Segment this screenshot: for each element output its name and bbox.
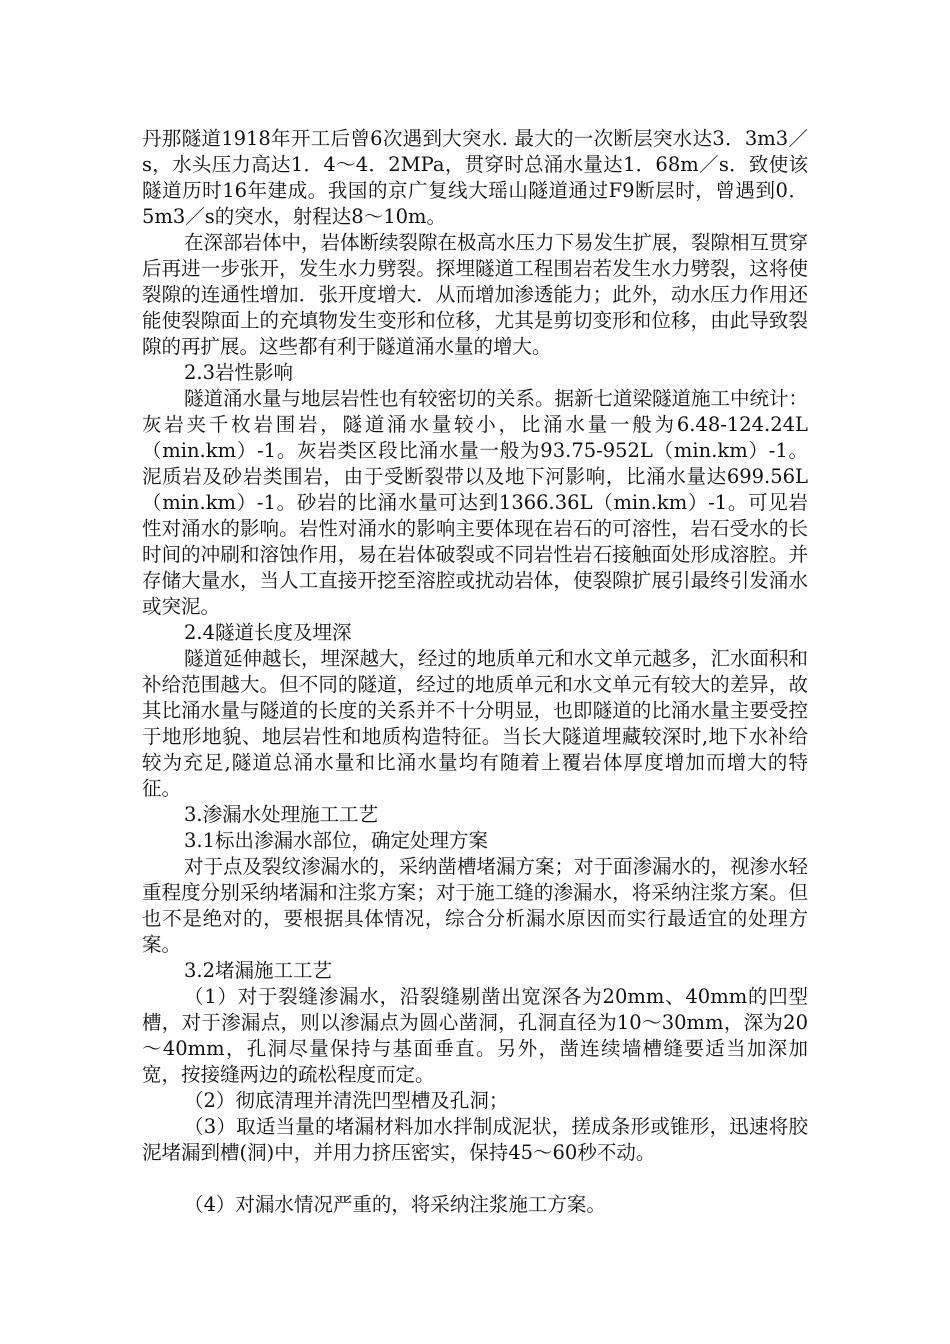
heading-2-4: 2.4隧道长度及埋深: [184, 621, 352, 644]
paragraph-treatment-plan: 对于点及裂纹渗漏水的，采纳凿槽堵漏方案；对于面渗漏水的，视渗水轻重程度分别采纳堵漏和注浆方案；对于施工缝的渗漏水，将采纳注浆方案。但也不是绝对的，要根据具体情况，综合分析漏水原因而实行最适宜的处理方案。: [142, 855, 809, 956]
paragraph-lithology: 隧道涌水量与地层岩性也有较密切的关系。据新七道梁隧道施工中统计：灰岩夹千枚岩围岩，隧道涌水量较小，比涌水量一般为6.48-124.24L（min.km）-1。灰岩类区段比涌水量一般为93.75-952L（min.km）-1。泥质岩及砂岩类围岩，由于受断裂带以及地下河影响，比涌水量达699.56L（min.km）-1。砂岩的比涌水量可达到1366.36L（min.km）-1。可见岩性对涌水的影响。岩性对涌水的影响主要体现在岩石的可溶性，岩石受水的长时间的冲刷和溶蚀作用，易在岩体破裂或不同岩性岩石接触面处形成溶腔。并存储大量水，当人工直接开挖至溶腔或扰动岩体，使裂隙扩展引最终引发涌水或突泥。: [142, 387, 809, 618]
heading-3-1: 3.1标出渗漏水部位，确定处理方案: [184, 829, 489, 852]
paragraph-danna-tunnel: 丹那隧道1918年开工后曾6次遇到大突水. 最大的一次断层突水达3．3m3／s，水头压力高达1．4～4．2MPa，贯穿时总涌水量达1．68m／s．致使该隧道历时16年建成。我国的京广复线大瑶山隧道通过F9断层时，曾遇到0．5m3／s的突水，射程达8～10m。: [142, 127, 808, 228]
list-item-step-4: （4）对漏水情况严重的，将采纳注浆施工方案。: [184, 1193, 606, 1216]
heading-3-2: 3.2堵漏施工工艺: [184, 959, 333, 982]
list-item-step-1: （1）对于裂缝渗漏水，沿裂缝剔凿出宽深各为20mm、40mm的凹型槽，对于渗漏点，则以渗漏点为圆心凿洞，孔洞直径为10～30mm，深为20～40mm，孔洞尽量保持与基面垂直。另外，凿连续墙槽缝要适当加深加宽，按接缝两边的疏松程度而定。: [142, 985, 808, 1086]
list-item-step-3: （3）取适当量的堵漏材料加水拌制成泥状，搓成条形或锥形，迅速将胶泥堵漏到槽(洞)中，并用力挤压密实，保持45～60秒不动。: [142, 1115, 808, 1164]
paragraph-tunnel-length: 隧道延伸越长，埋深越大，经过的地质单元和水文单元越多，汇水面积和补给范围越大。但不同的隧道，经过的地质单元和水文单元有较大的差异，故其比涌水量与隧道的长度的关系并不十分明显，也即隧道的比涌水量主要受控于地形地貌、地层岩性和地质构造特征。当长大隧道埋藏较深时,地下水补给较为充足,隧道总涌水量和比涌水量均有随着上覆岩体厚度增加而增大的特征。: [142, 647, 809, 800]
heading-2-3: 2.3岩性影响: [184, 361, 294, 384]
heading-3: 3.渗漏水处理施工工艺: [184, 803, 379, 826]
paragraph-hydraulic-fracturing: 在深部岩体中，岩体断续裂隙在极高水压力下易发生扩展，裂隙相互贯穿后再进一步张开，发生水力劈裂。探埋隧道工程围岩若发生水力劈裂，这将使裂隙的连通性增加．张开度增大．从而增加渗透能力；此外，动水压力作用还能使裂隙面上的充填物发生变形和位移，尤其是剪切变形和位移，由此导致裂隙的再扩展。这些都有利于隧道涌水量的增大。: [142, 231, 809, 358]
list-item-step-2: （2）彻底清理并清洗凹型槽及孔洞；: [184, 1089, 509, 1112]
